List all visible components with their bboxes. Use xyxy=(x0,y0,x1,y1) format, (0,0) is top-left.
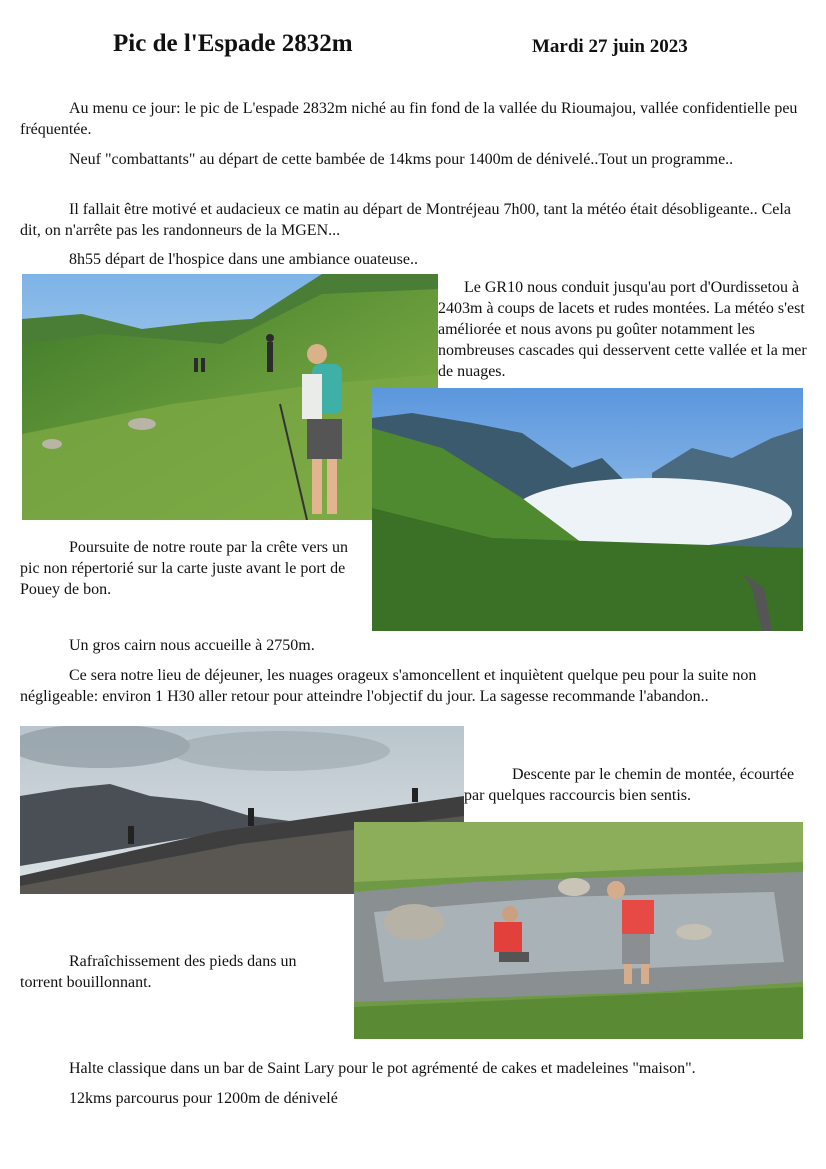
paragraph-weather xyxy=(20,199,806,241)
paragraph-intro xyxy=(20,98,806,140)
paragraph-gr10 xyxy=(438,277,808,382)
paragraph-3: Il fallait être motivé et audacieux ce matin au départ de Montréjeau 7h00, tant la météo était désobligeante.. Cela dit, on n'arrête pas les randonneurs de la MGEN... xyxy=(20,201,791,239)
paragraph-lunch xyxy=(20,665,806,707)
paragraph-5: Le GR10 nous conduit jusqu'au port d'Ourdissetou à 2403m à coups de lacets et rudes montées. La météo s'est améliorée et nous avons pu goûter notamment les nombreuses cascades qui desservent cette vallée et la mer de nuages. xyxy=(438,279,807,380)
paragraph-8: Ce sera notre lieu de déjeuner, les nuages orageux s'amoncellent et inquiètent quelque peu pour la suite non négligeable: environ 1 H30 aller retour pour atteindre l'objectif du jour. La sagesse recommande l'abandon.. xyxy=(20,667,757,705)
paragraph-4: 8h55 départ de l'hospice dans une ambiance ouateuse.. xyxy=(69,251,418,268)
paragraph-6: Poursuite de notre route par la crête vers un pic non répertorié sur la carte juste avant le port de Pouey de bon. xyxy=(20,539,349,598)
paragraph-10: Rafraîchissement des pieds dans un torrent bouillonnant. xyxy=(20,953,297,991)
paragraph-descent xyxy=(464,764,809,806)
paragraph-bar xyxy=(20,1058,806,1079)
photo-mountain-stream xyxy=(354,822,803,1039)
page-title: Pic de l'Espade 2832m xyxy=(113,30,353,57)
paragraph-departure xyxy=(20,249,806,270)
paragraph-participants xyxy=(20,149,806,170)
page-date: Mardi 27 juin 2023 xyxy=(532,36,688,57)
paragraph-2: Neuf "combattants" au départ de cette bambée de 14kms pour 1400m de dénivelé..Tout un programme.. xyxy=(69,151,734,168)
paragraph-cairn xyxy=(20,635,806,656)
paragraph-refresh xyxy=(20,951,340,993)
paragraph-1: Au menu ce jour: le pic de L'espade 2832m niché au fin fond de la vallée du Rioumajou, vallée confidentielle peu fréquentée. xyxy=(20,100,798,138)
photo-sea-of-clouds xyxy=(372,388,803,631)
paragraph-11: Halte classique dans un bar de Saint Lary pour le pot agrémenté de cakes et madeleines "maison". xyxy=(69,1060,696,1077)
paragraph-7: Un gros cairn nous accueille à 2750m. xyxy=(69,637,315,654)
paragraph-12: 12kms parcourus pour 1200m de dénivelé xyxy=(69,1090,338,1107)
paragraph-ridge xyxy=(20,537,365,600)
paragraph-summary xyxy=(20,1088,806,1109)
paragraph-9: Descente par le chemin de montée, écourtée par quelques raccourcis bien sentis. xyxy=(464,766,795,804)
